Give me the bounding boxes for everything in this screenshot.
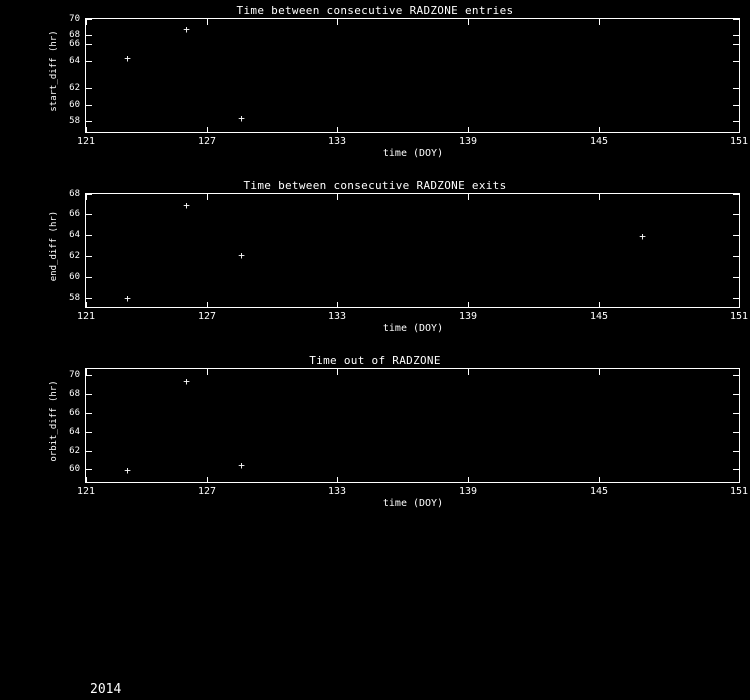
x-tick-mark-2-3 (468, 302, 469, 308)
y-tick-mark-right-3-1 (733, 451, 739, 452)
data-point: + (238, 459, 245, 472)
y-axis-label-1: start_diff (hr) (49, 30, 59, 112)
x-tick-label-3-5: 151 (729, 486, 749, 497)
x-tick-mark-2-2 (337, 302, 338, 308)
x-tick-mark-top-3-3 (468, 369, 469, 375)
y-tick-label-3-0: 60 (69, 464, 80, 474)
y-tick-mark-right-3-3 (733, 413, 739, 414)
y-tick-label-2-2: 62 (69, 251, 80, 261)
y-axis-label-2: end_diff (hr) (49, 210, 59, 282)
y-tick-mark-2-2 (86, 256, 92, 257)
y-tick-mark-right-3-4 (733, 394, 739, 395)
y-tick-label-3-3: 66 (69, 408, 80, 418)
x-tick-mark-3-5 (739, 477, 740, 483)
x-tick-label-3-0: 121 (76, 486, 96, 497)
x-tick-mark-top-1-4 (599, 19, 600, 25)
x-axis-label-3: time (DOY) (382, 498, 444, 509)
x-tick-mark-2-5 (739, 302, 740, 308)
x-tick-mark-1-1 (207, 127, 208, 133)
y-tick-label-1-6: 70 (69, 14, 80, 24)
x-tick-mark-2-1 (207, 302, 208, 308)
x-tick-mark-top-2-0 (86, 194, 87, 200)
data-point: + (124, 292, 131, 305)
x-tick-mark-top-1-5 (739, 19, 740, 25)
y-tick-label-2-5: 68 (69, 189, 80, 199)
year-label: 2014 (90, 682, 122, 697)
x-tick-label-2-4: 145 (589, 311, 609, 322)
x-tick-label-1-4: 145 (589, 136, 609, 147)
x-tick-label-3-2: 133 (327, 486, 347, 497)
x-tick-mark-3-2 (337, 477, 338, 483)
y-tick-mark-3-5 (86, 375, 92, 376)
x-tick-mark-top-1-1 (207, 19, 208, 25)
y-tick-mark-right-1-4 (733, 44, 739, 45)
x-tick-label-2-5: 151 (729, 311, 749, 322)
y-tick-mark-2-1 (86, 277, 92, 278)
y-tick-label-3-4: 68 (69, 389, 80, 399)
y-tick-mark-1-0 (86, 121, 92, 122)
x-tick-mark-1-2 (337, 127, 338, 133)
x-tick-label-2-1: 127 (197, 311, 217, 322)
x-tick-mark-top-3-4 (599, 369, 600, 375)
x-tick-mark-1-4 (599, 127, 600, 133)
data-point: + (238, 249, 245, 262)
y-tick-label-2-1: 60 (69, 272, 80, 282)
chart-title-1: Time between consecutive RADZONE entries (236, 4, 514, 17)
x-tick-mark-top-2-1 (207, 194, 208, 200)
y-tick-mark-3-1 (86, 451, 92, 452)
y-tick-label-1-1: 60 (69, 100, 80, 110)
chart-panel-2 (0, 175, 750, 345)
y-tick-label-3-5: 70 (69, 370, 80, 380)
y-tick-mark-right-3-0 (733, 469, 739, 470)
y-tick-mark-right-3-2 (733, 432, 739, 433)
x-tick-mark-top-1-0 (86, 19, 87, 25)
y-tick-mark-1-2 (86, 88, 92, 89)
y-tick-mark-right-2-1 (733, 277, 739, 278)
chart-panel-3 (0, 350, 750, 520)
y-tick-mark-right-3-5 (733, 375, 739, 376)
x-tick-label-2-0: 121 (76, 311, 96, 322)
y-tick-mark-right-1-2 (733, 88, 739, 89)
chart-panel-1 (0, 0, 750, 170)
data-point: + (124, 52, 131, 65)
data-point: + (238, 112, 245, 125)
y-tick-label-3-1: 62 (69, 446, 80, 456)
y-axis-label-3: orbit_diff (hr) (49, 380, 59, 462)
y-tick-mark-1-5 (86, 35, 92, 36)
y-tick-mark-2-4 (86, 214, 92, 215)
y-tick-mark-right-2-4 (733, 214, 739, 215)
x-tick-label-2-2: 133 (327, 311, 347, 322)
x-tick-mark-top-2-4 (599, 194, 600, 200)
x-tick-mark-3-0 (86, 477, 87, 483)
x-tick-mark-1-0 (86, 127, 87, 133)
x-tick-mark-3-4 (599, 477, 600, 483)
y-tick-mark-2-3 (86, 235, 92, 236)
x-tick-label-3-3: 139 (458, 486, 478, 497)
x-tick-mark-top-3-5 (739, 369, 740, 375)
x-tick-mark-top-3-2 (337, 369, 338, 375)
y-tick-mark-right-2-0 (733, 298, 739, 299)
x-tick-mark-2-0 (86, 302, 87, 308)
x-tick-label-3-1: 127 (197, 486, 217, 497)
x-tick-mark-top-2-2 (337, 194, 338, 200)
y-tick-label-3-2: 64 (69, 427, 80, 437)
x-tick-mark-top-3-0 (86, 369, 87, 375)
data-point: + (639, 230, 646, 243)
y-tick-mark-right-1-0 (733, 121, 739, 122)
y-tick-mark-right-2-3 (733, 235, 739, 236)
x-axis-label-1: time (DOY) (382, 148, 444, 159)
y-tick-label-2-4: 66 (69, 209, 80, 219)
data-point: + (183, 199, 190, 212)
y-tick-mark-right-1-3 (733, 61, 739, 62)
y-tick-mark-3-0 (86, 469, 92, 470)
y-tick-mark-right-2-2 (733, 256, 739, 257)
y-tick-label-1-2: 62 (69, 83, 80, 93)
x-tick-mark-top-1-3 (468, 19, 469, 25)
y-tick-mark-3-3 (86, 413, 92, 414)
y-tick-label-2-3: 64 (69, 230, 80, 240)
x-tick-label-2-3: 139 (458, 311, 478, 322)
x-tick-label-1-0: 121 (76, 136, 96, 147)
y-tick-mark-1-4 (86, 44, 92, 45)
x-tick-label-1-5: 151 (729, 136, 749, 147)
x-tick-mark-top-2-5 (739, 194, 740, 200)
x-tick-mark-2-4 (599, 302, 600, 308)
x-tick-mark-1-3 (468, 127, 469, 133)
y-tick-mark-right-1-5 (733, 35, 739, 36)
data-point: + (124, 464, 131, 477)
y-tick-label-1-3: 64 (69, 56, 80, 66)
x-tick-mark-top-1-2 (337, 19, 338, 25)
y-tick-label-1-0: 58 (69, 116, 80, 126)
y-tick-label-1-4: 66 (69, 39, 80, 49)
data-point: + (183, 375, 190, 388)
y-tick-mark-2-0 (86, 298, 92, 299)
x-tick-label-1-3: 139 (458, 136, 478, 147)
x-tick-mark-1-5 (739, 127, 740, 133)
x-tick-label-1-1: 127 (197, 136, 217, 147)
data-point: + (183, 23, 190, 36)
x-tick-mark-top-3-1 (207, 369, 208, 375)
y-tick-mark-1-1 (86, 105, 92, 106)
y-tick-label-2-0: 58 (69, 293, 80, 303)
x-tick-mark-3-3 (468, 477, 469, 483)
y-tick-mark-right-1-1 (733, 105, 739, 106)
x-tick-label-1-2: 133 (327, 136, 347, 147)
x-tick-mark-top-2-3 (468, 194, 469, 200)
chart-title-3: Time out of RADZONE (309, 354, 441, 367)
y-tick-mark-3-4 (86, 394, 92, 395)
x-axis-label-2: time (DOY) (382, 323, 444, 334)
y-tick-mark-3-2 (86, 432, 92, 433)
y-tick-mark-1-3 (86, 61, 92, 62)
x-tick-label-3-4: 145 (589, 486, 609, 497)
x-tick-mark-3-1 (207, 477, 208, 483)
y-tick-label-1-5: 68 (69, 30, 80, 40)
chart-title-2: Time between consecutive RADZONE exits (243, 179, 507, 192)
